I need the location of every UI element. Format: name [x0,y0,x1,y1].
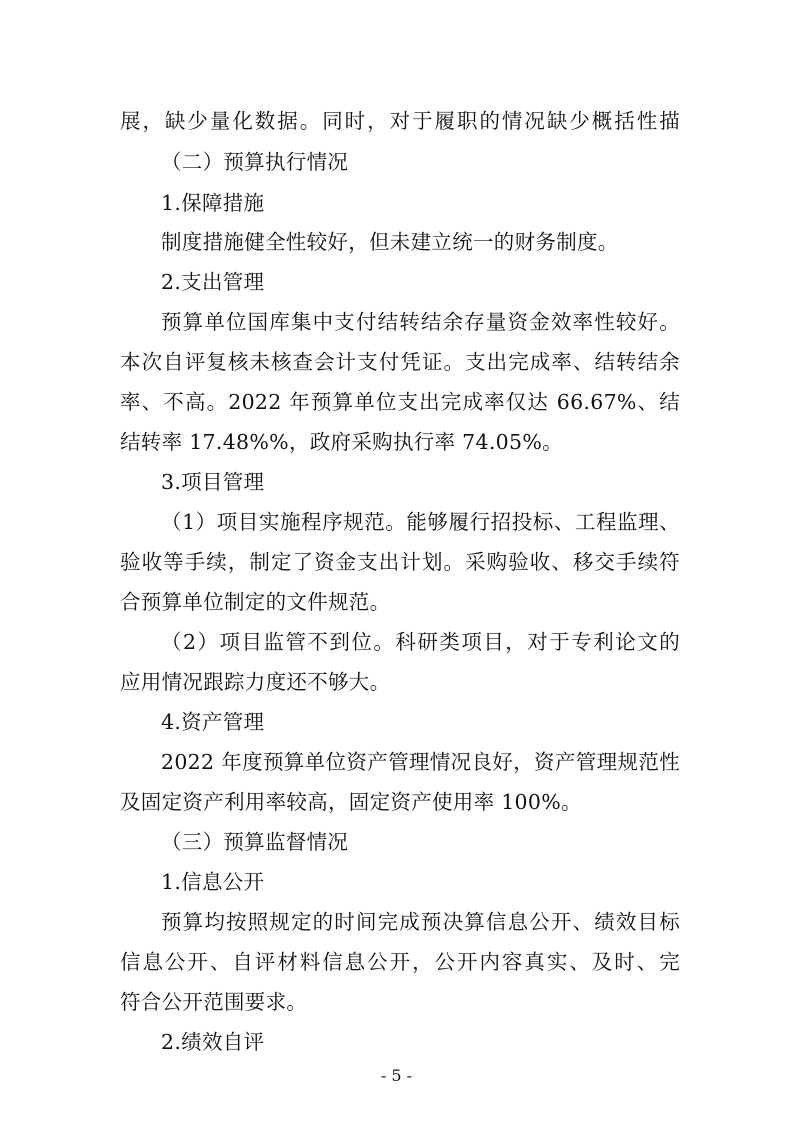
body-line: 符合公开范围要求。 [120,990,308,1014]
subsection-heading: 4.资产管理 [161,710,265,734]
body-line: 合预算单位制定的文件规范。 [120,590,391,614]
body-line: 制度措施健全性较好，但未建立统一的财务制度。 [161,230,619,254]
body-line: 率、不高。2022 年预算单位支出完成率仅达 66.67%、结 [120,390,680,414]
body-line: 预算均按照规定的时间完成预决算信息公开、绩效目标 [161,910,680,934]
subsection-heading: 1.信息公开 [161,870,265,894]
body-line: （2）项目监管不到位。科研类项目，对于专利论文的 [161,630,680,654]
body-line: （1）项目实施程序规范。能够履行招投标、工程监理、 [161,510,680,534]
body-line: 预算单位国库集中支付结转结余存量资金效率性较好。 [161,310,680,334]
section-heading: （二）预算执行情况 [161,150,349,174]
subsection-heading: 1.保障措施 [161,191,265,215]
subsection-heading: 2.支出管理 [161,270,265,294]
page-number: - 5 - [380,1066,413,1085]
body-line: 展，缺少量化数据。同时，对于履职的情况缺少概括性描 [120,109,680,133]
subsection-heading: 2.绩效自评 [161,1030,265,1054]
body-line: 及固定资产利用率较高，固定资产使用率 100%。 [120,790,582,814]
body-line: 本次自评复核未核查会计支付凭证。支出完成率、结转结余 [120,350,680,374]
section-heading: （三）预算监督情况 [161,830,349,854]
body-line: 结转率 17.48%%，政府采购执行率 74.05%。 [120,430,563,454]
body-line: 验收等手续，制定了资金支出计划。采购验收、移交手续符 [120,550,680,574]
body-line: 信息公开、自评材料信息公开，公开内容真实、及时、完 [120,950,680,974]
body-line: 2022 年度预算单位资产管理情况良好，资产管理规范性 [161,750,680,774]
subsection-heading: 3.项目管理 [161,470,265,494]
body-line: 应用情况跟踪力度还不够大。 [120,670,391,694]
